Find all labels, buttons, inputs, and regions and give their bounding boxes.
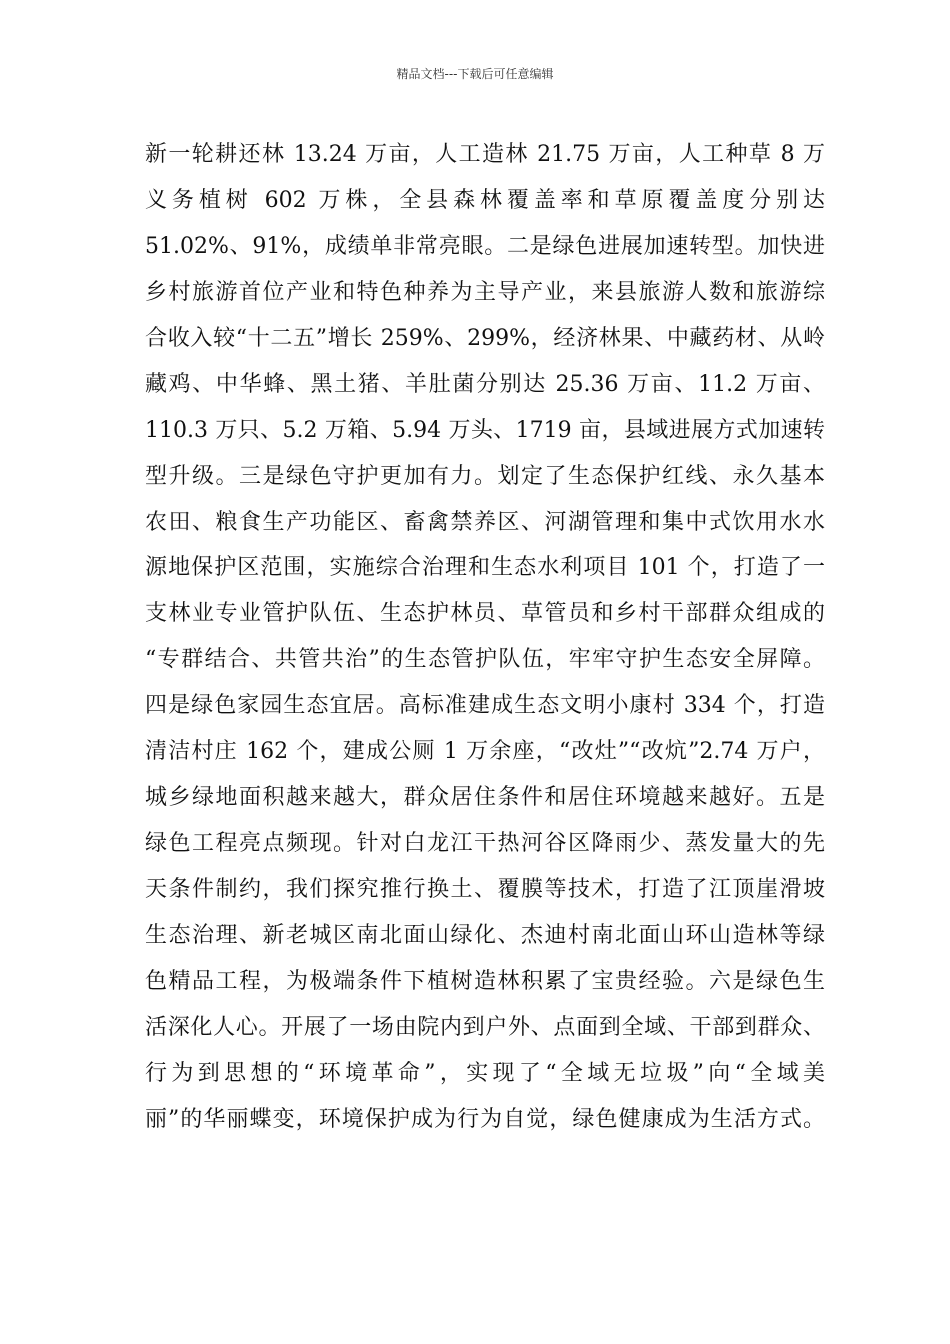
text-line: 城乡绿地面积越来越大，群众居住条件和居住环境越来越好。五是: [145, 785, 825, 811]
text-line: 清洁村庄 162 个，建成公厕 1 万余座，“改灶”“改炕”2.74 万户，: [145, 739, 825, 765]
text-line: 绿色工程亮点频现。针对白龙江干热河谷区降雨少、蒸发量大的先: [145, 831, 825, 857]
text-line: 合收入较“十二五”增长 259%、299%，经济林果、中藏药材、从岭: [145, 325, 825, 351]
text-line: 藏鸡、中华蜂、黑土猪、羊肚菌分别达 25.36 万亩、11.2 万亩、: [145, 371, 825, 397]
text-line: 源地保护区范围，实施综合治理和生态水利项目 101 个，打造了一: [145, 555, 825, 581]
text-line: 色精品工程，为极端条件下植树造林积累了宝贵经验。六是绿色生: [145, 968, 825, 994]
text-line: 型升级。三是绿色守护更加有力。划定了生态保护红线、永久基本: [145, 463, 825, 489]
text-line: 农田、粮食生产功能区、畜禽禁养区、河湖管理和集中式饮用水水: [145, 509, 825, 535]
document-body: [145, 132, 825, 1143]
text-line: 生态治理、新老城区南北面山绿化、杰迪村南北面山环山造林等绿: [145, 922, 825, 948]
text-line: 天条件制约，我们探究推行换土、覆膜等技术，打造了江顶崖滑坡: [145, 877, 825, 902]
text-line: 乡村旅游首位产业和特色种养为主导产业，来县旅游人数和旅游综: [145, 279, 825, 305]
text-line: 义务植树 602 万株，全县森林覆盖率和草原覆盖度分别达: [145, 187, 825, 213]
text-line: 110.3 万只、5.2 万箱、5.94 万头、1719 亩，县域进展方式加速转: [145, 417, 825, 443]
text-line: 51.02%、91%，成绩单非常亮眼。二是绿色进展加速转型。加快进: [145, 233, 825, 259]
text-line: 新一轮耕还林 13.24 万亩，人工造林 21.75 万亩，人工种草 8 万: [145, 142, 825, 167]
text-line: 支林业专业管护队伍、生态护林员、草管员和乡村干部群众组成的: [145, 601, 825, 627]
text-line: 四是绿色家园生态宜居。高标准建成生态文明小康村 334 个，打造: [145, 693, 825, 719]
text-line: 丽”的华丽蝶变，环境保护成为行为自觉，绿色健康成为生活方式。: [145, 1106, 825, 1132]
text-line: “专群结合、共管共治”的生态管护队伍，牢牢守护生态安全屏障。: [145, 647, 825, 673]
text-line: 行为到思想的“环境革命”，实现了“全域无垃圾”向“全域美: [145, 1060, 825, 1086]
text-line: 活深化人心。开展了一场由院内到户外、点面到全域、干部到群众、: [145, 1014, 825, 1040]
page-header: 精品文档---下载后可任意编辑: [396, 67, 554, 81]
